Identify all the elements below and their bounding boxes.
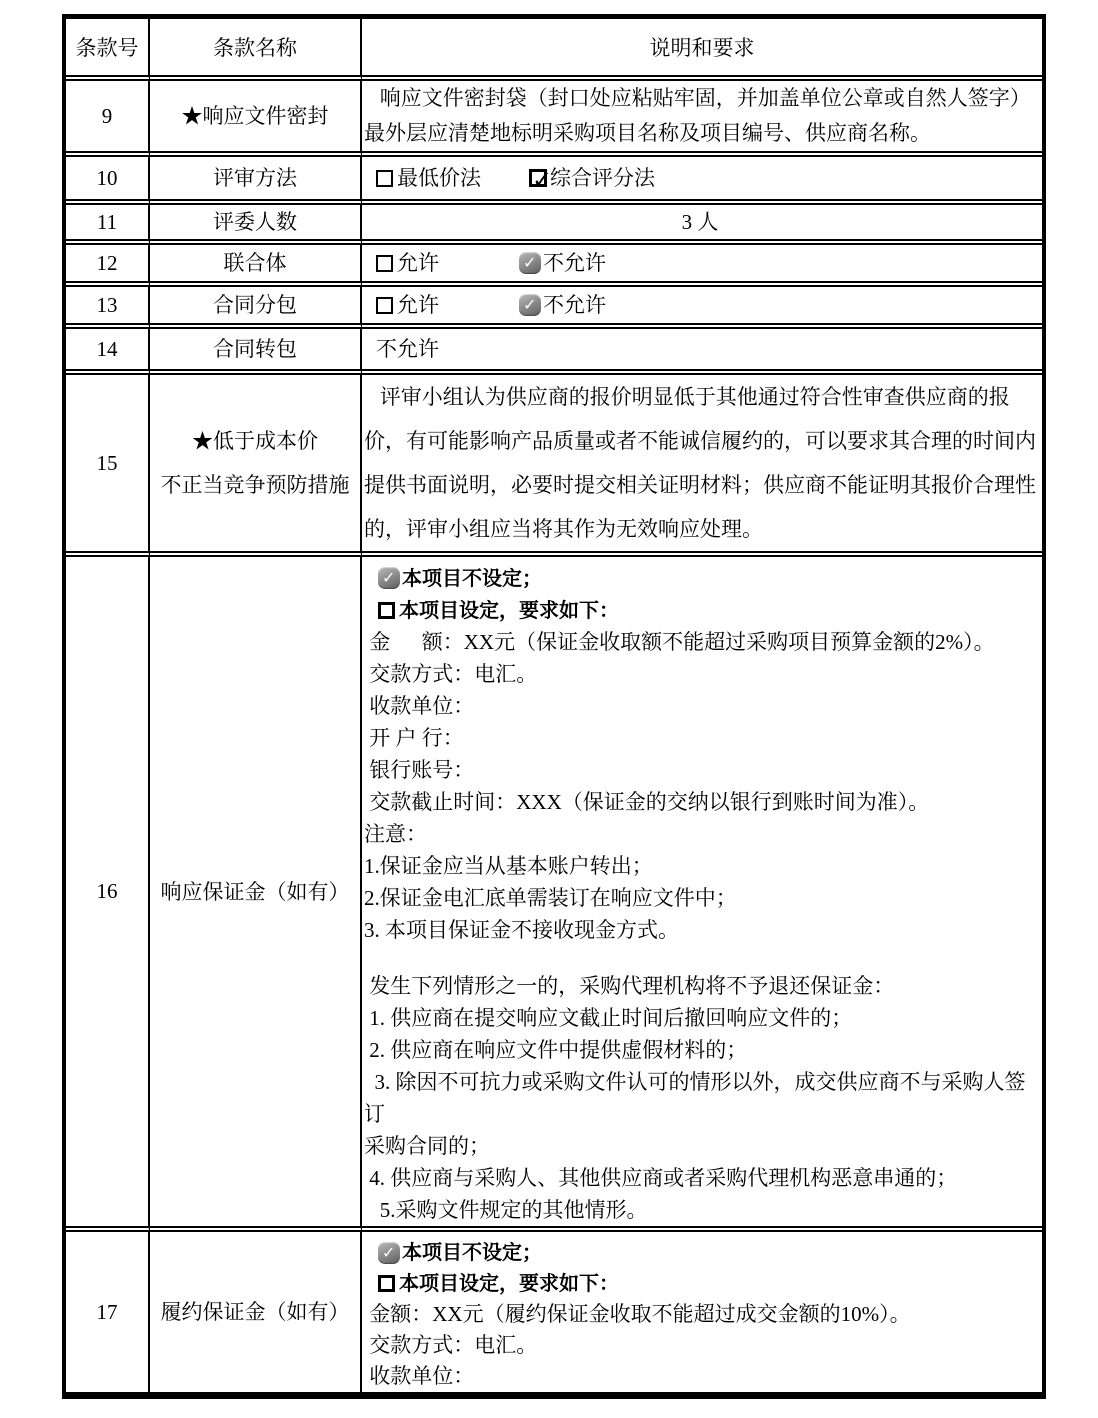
- clause-number-cell: 15: [66, 375, 150, 557]
- clause-name-cell: [150, 81, 362, 157]
- text-line: 最外层应清楚地标明采购项目名称及项目编号、供应商名称。: [364, 121, 931, 145]
- checkbox-label: 不允许: [543, 293, 606, 317]
- checkbox-line: [376, 162, 1036, 194]
- text-line: 的，评审小组应当将其作为无效响应处理。: [364, 517, 763, 541]
- table-header-row: [66, 19, 1042, 81]
- text-line: 1.保证金应当从基本账户转出；: [364, 854, 653, 878]
- clause-name-line: 不正当竞争预防措施: [160, 473, 350, 497]
- clause-description-cell: [362, 329, 1042, 375]
- clause-number-cell: 10: [66, 157, 150, 205]
- text-line: 注意：: [364, 822, 427, 846]
- checkbox-label: 不允许: [543, 251, 606, 275]
- clause-name-cell: [150, 287, 362, 329]
- clause-number-cell: 17: [66, 1232, 150, 1392]
- text-line: 采购合同的；: [364, 1134, 490, 1158]
- text-line: 5.采购文件规定的其他情形。: [364, 1198, 648, 1222]
- table-row: [66, 81, 1042, 157]
- clause-name-line: ★响应文件密封: [181, 104, 329, 128]
- checkbox-checked-icon[interactable]: [529, 169, 547, 187]
- clause-name-cell: [150, 157, 362, 205]
- text-line: 评审小组认为供应商的报价明显低于其他通过符合性审查供应商的报: [364, 385, 1010, 409]
- checkbox-option: [378, 562, 542, 594]
- text-line: 开 户 行：: [364, 726, 464, 750]
- clause-name-line: ★低于成本价: [192, 429, 318, 453]
- text-line: 4. 供应商与采购人、其他供应商或者采购代理机构恶意串通的；: [364, 1166, 958, 1190]
- checkbox-unchecked-icon[interactable]: [376, 255, 393, 272]
- clause-name-cell: [150, 205, 362, 245]
- clause-name-cell: [150, 329, 362, 375]
- text-line: 2.保证金电汇底单需装订在响应文件中；: [364, 886, 737, 910]
- clause-name-line: 合同分包: [213, 293, 297, 317]
- text-line: 金 额：XX元（保证金收取额不能超过采购项目预算金额的2%）。: [364, 630, 995, 654]
- clause-number-cell: 9: [66, 81, 150, 157]
- clause-name-line: 合同转包: [213, 337, 297, 361]
- checkbox-line: [364, 594, 1036, 626]
- table-row: [66, 245, 1042, 287]
- checkbox-line: [364, 562, 1036, 594]
- checkbox-option: [519, 289, 606, 321]
- checkbox-option: [529, 162, 655, 194]
- checkbox-label: 本项目不设定；: [402, 566, 542, 590]
- table-row: [66, 329, 1042, 375]
- clause-description-cell: [362, 375, 1042, 557]
- text-line: 3. 本项目保证金不接收现金方式。: [364, 918, 679, 942]
- checkbox-option: [376, 247, 439, 279]
- checkbox-unchecked-icon[interactable]: [378, 602, 395, 619]
- clause-name-cell: [150, 375, 362, 557]
- clause-description-cell: [362, 245, 1042, 287]
- checkbox-checked-gray-icon[interactable]: [378, 567, 400, 589]
- checkbox-option: [378, 1237, 542, 1268]
- text-line: 3 人: [681, 210, 719, 234]
- header-description: 说明和要求: [362, 19, 1042, 81]
- checkbox-label: 本项目不设定；: [402, 1240, 542, 1264]
- header-clause-name: 条款名称: [150, 19, 362, 81]
- text-line: 金额：XX元（履约保证金收取不能超过成交金额的10%）。: [364, 1302, 911, 1326]
- text-line: 收款单位：: [364, 1364, 475, 1388]
- text-line: 交款方式：电汇。: [364, 662, 538, 686]
- text-line: 收款单位：: [364, 694, 475, 718]
- clause-name-line: 响应保证金（如有）: [160, 879, 350, 904]
- checkbox-checked-gray-icon[interactable]: [519, 252, 541, 274]
- checkbox-option: [376, 162, 481, 194]
- clause-description-cell: [362, 557, 1042, 1232]
- clause-name-line: 评委人数: [213, 210, 297, 234]
- table-body: [66, 81, 1042, 1392]
- clause-description-cell: [362, 287, 1042, 329]
- text-line: 发生下列情形之一的，采购代理机构将不予退还保证金：: [364, 974, 895, 998]
- clause-number-cell: 14: [66, 329, 150, 375]
- table-row: [66, 557, 1042, 1232]
- clause-description-cell: [362, 81, 1042, 157]
- checkbox-option: [378, 1268, 619, 1299]
- checkbox-checked-gray-icon[interactable]: [519, 294, 541, 316]
- checkbox-option: [378, 594, 619, 626]
- clause-description-cell: [362, 1232, 1042, 1392]
- checkbox-line: [364, 1268, 1036, 1299]
- text-line: 提供书面说明，必要时提交相关证明材料；供应商不能证明其报价合理性: [364, 473, 1036, 497]
- checkbox-line: [376, 289, 1036, 321]
- clause-name-cell: [150, 245, 362, 287]
- table-row: [66, 157, 1042, 205]
- text-line: 价，有可能影响产品质量或者不能诚信履约的，可以要求其合理的时间内: [364, 429, 1036, 453]
- checkbox-option: [376, 289, 439, 321]
- clause-description-cell: [362, 205, 1042, 245]
- checkbox-unchecked-icon[interactable]: [376, 297, 393, 314]
- text-line: [364, 946, 1036, 970]
- checkbox-line: [364, 1237, 1036, 1268]
- checkbox-label: 最低价法: [397, 166, 481, 190]
- checkbox-option: [519, 247, 606, 279]
- clause-number-cell: 13: [66, 287, 150, 329]
- table-row: [66, 1232, 1042, 1392]
- checkbox-unchecked-icon[interactable]: [376, 170, 393, 187]
- text-line: 交款截止时间：XXX（保证金的交纳以银行到账时间为准）。: [364, 790, 930, 814]
- clause-name-cell: [150, 1232, 362, 1392]
- text-line: 响应文件密封袋（封口处应粘贴牢固，并加盖单位公章或自然人签字）: [364, 86, 1031, 110]
- table-row: [66, 205, 1042, 245]
- checkbox-label: 允许: [397, 251, 439, 275]
- table-row: [66, 287, 1042, 329]
- clause-description-cell: [362, 157, 1042, 205]
- clause-name-line: 履约保证金（如有）: [160, 1300, 350, 1324]
- clause-number-cell: 12: [66, 245, 150, 287]
- text-line: 2. 供应商在响应文件中提供虚假材料的；: [364, 1038, 748, 1062]
- checkbox-label: 本项目设定，要求如下：: [399, 598, 619, 622]
- clause-name-cell: [150, 557, 362, 1232]
- clause-number-cell: 16: [66, 557, 150, 1232]
- header-clause-number: 条款号: [66, 19, 150, 81]
- checkbox-checked-gray-icon[interactable]: [378, 1242, 400, 1264]
- checkbox-unchecked-icon[interactable]: [378, 1275, 395, 1292]
- text-line: 交款方式：电汇。: [364, 1333, 538, 1357]
- text-line: 3. 除因不可抗力或采购文件认可的情形以外，成交供应商不与采购人签订: [364, 1070, 1026, 1126]
- checkbox-line: [376, 247, 1036, 279]
- text-line: 不允许: [376, 337, 439, 361]
- clause-number-cell: 11: [66, 205, 150, 245]
- clause-name-line: 联合体: [223, 251, 287, 275]
- clause-name-line: 评审方法: [213, 166, 297, 190]
- table-row: [66, 375, 1042, 557]
- checkbox-label: 综合评分法: [550, 166, 655, 190]
- text-line: 银行账号：: [364, 758, 475, 782]
- checkbox-label: 本项目设定，要求如下：: [399, 1271, 619, 1295]
- checkbox-label: 允许: [397, 293, 439, 317]
- clauses-table: [62, 14, 1046, 1399]
- text-line: 1. 供应商在提交响应文截止时间后撤回响应文件的；: [364, 1006, 853, 1030]
